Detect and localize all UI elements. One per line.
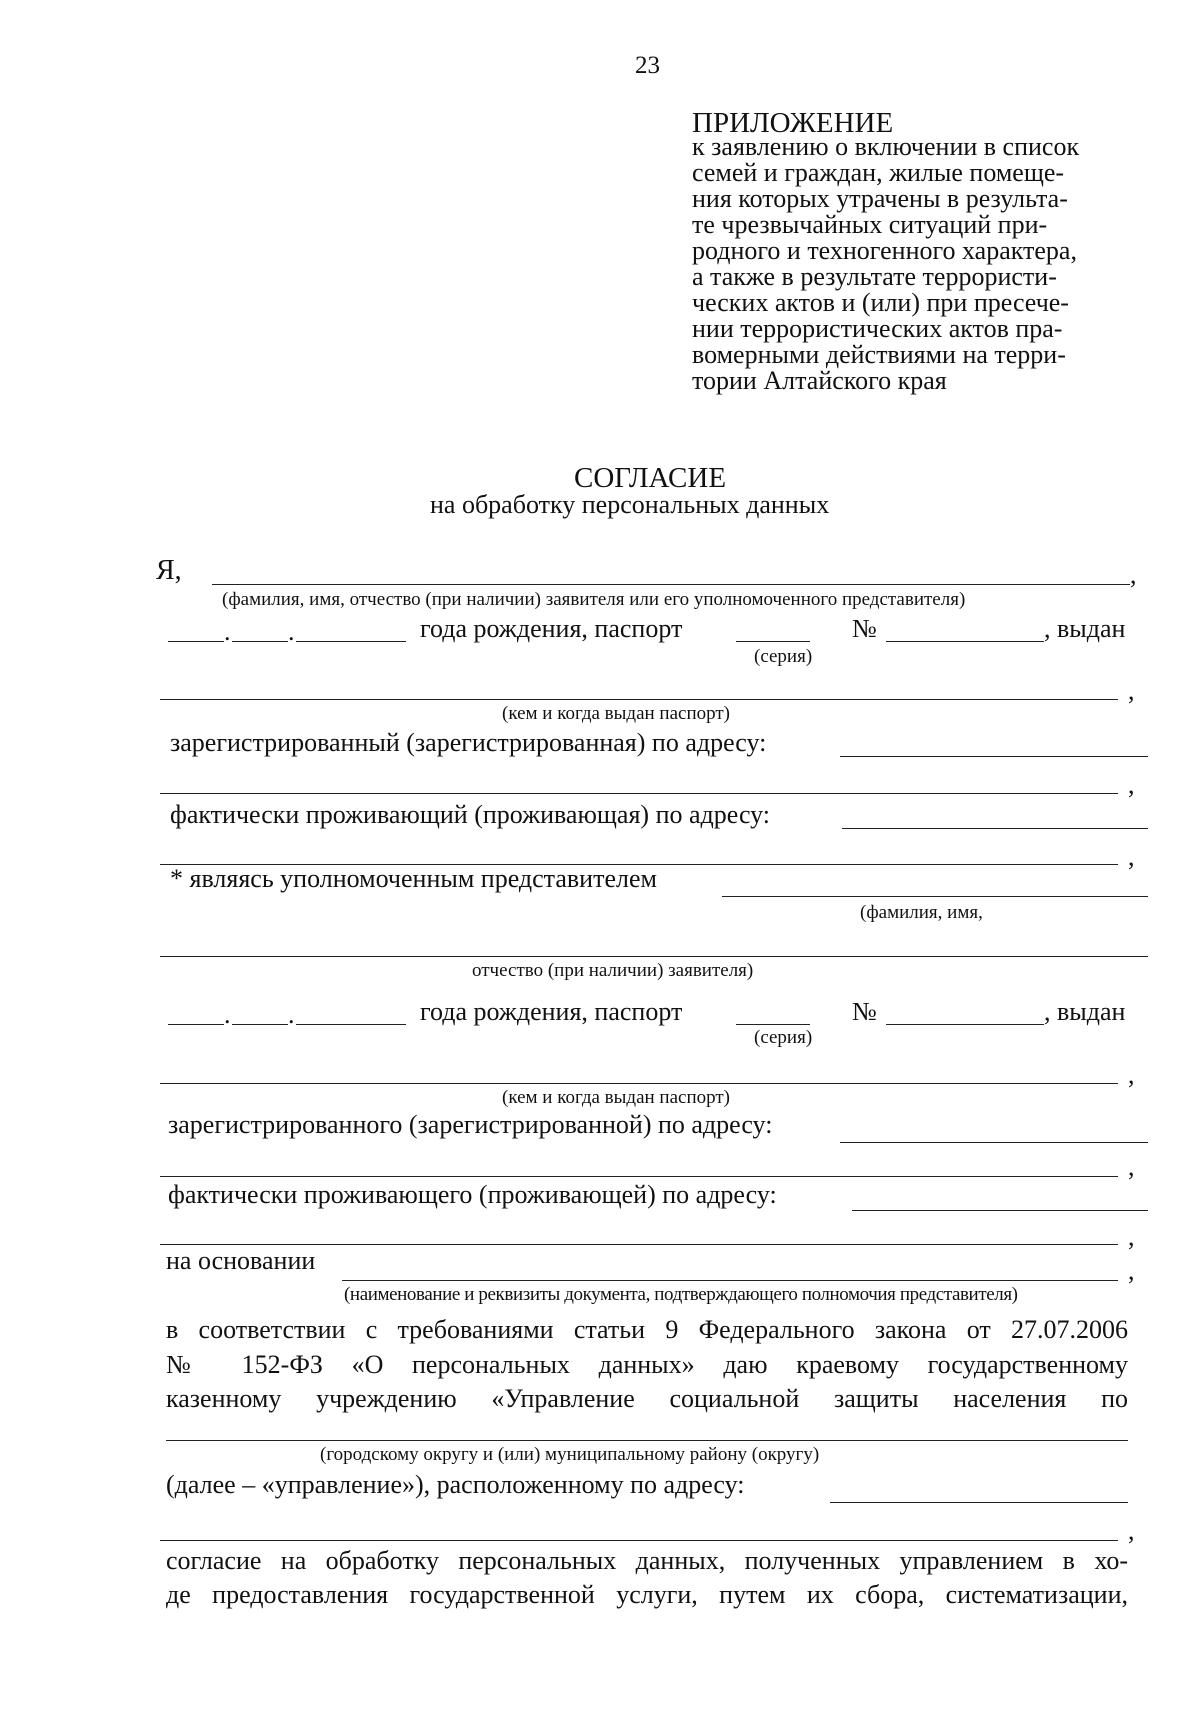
registered-address-field-2[interactable]: [160, 793, 1118, 794]
representative-name-field-2[interactable]: [160, 956, 1148, 957]
date-dot: .: [288, 1000, 295, 1029]
rep-birth-month-field[interactable]: [232, 1024, 288, 1025]
passport-issuer-field[interactable]: [160, 699, 1118, 700]
appendix-line: к заявлению о включении в список: [692, 132, 1080, 161]
appendix-line: тории Алтайского края: [692, 366, 947, 395]
appendix-line: нии террористических актов пра-: [692, 314, 1063, 343]
birth-month-field[interactable]: [232, 641, 288, 642]
actual2-address-field-2[interactable]: [160, 1244, 1118, 1245]
district-field[interactable]: [166, 1440, 1128, 1441]
office-address-field[interactable]: [830, 1502, 1128, 1503]
final-line: де предоставления государственной услуги, путем их сбора, систематизации,: [166, 1580, 1128, 1609]
rep-passport-issuer-hint: (кем и когда выдан паспорт): [502, 1087, 731, 1108]
appendix-line: те чрезвычайных ситуаций при-: [692, 210, 1048, 239]
page-number: 23: [635, 52, 660, 79]
registered2-address-field[interactable]: [840, 1142, 1148, 1143]
appendix-text: [692, 134, 1130, 394]
date-dot: .: [224, 1000, 231, 1029]
issued-label: , выдан: [1044, 997, 1126, 1026]
district-hint: (городскому округу и (или) муниципальному району (округу): [320, 1444, 820, 1465]
consent-title: СОГЛАСИЕ: [574, 462, 727, 494]
representative-name-field[interactable]: [722, 896, 1148, 897]
rep-passport-issuer-field[interactable]: [160, 1083, 1118, 1084]
comma: ,: [1128, 1060, 1135, 1089]
rep-passport-series-field[interactable]: [736, 1024, 810, 1025]
rep-name-hint: (фамилия, имя,: [860, 902, 983, 923]
appendix-line: вомерными действиями на терри-: [692, 340, 1066, 369]
office-address-label: (далее – «управление»), расположенному по адресу:: [166, 1470, 745, 1499]
birth-year-field[interactable]: [296, 641, 406, 642]
birth-label: года рождения, паспорт: [420, 614, 683, 643]
date-dot: .: [288, 617, 295, 646]
series-hint: (серия): [754, 646, 813, 667]
number-sign: №: [852, 997, 877, 1026]
issued-label: , выдан: [1044, 614, 1126, 643]
comma: ,: [1128, 1222, 1135, 1251]
appendix-line: родного и техногенного характера,: [692, 236, 1077, 265]
registered2-address-field-2[interactable]: [160, 1176, 1118, 1177]
rep-patronymic-hint: отчество (при наличии) заявителя): [472, 960, 754, 981]
appendix-line: ния которых утрачены в результа-: [692, 184, 1068, 213]
rep-passport-number-field[interactable]: [886, 1024, 1044, 1025]
comma: ,: [1128, 1152, 1135, 1181]
birth-day-field[interactable]: [168, 641, 224, 642]
date-dot: .: [224, 617, 231, 646]
paragraph-line: № 152-ФЗ «О персональных данных» даю краевому государственному: [166, 1350, 1128, 1379]
comma: ,: [1128, 676, 1135, 705]
series-hint: (серия): [754, 1027, 813, 1048]
appendix-line: а также в результате террористи-: [692, 262, 1057, 291]
registered2-label: зарегистрированного (зарегистрированной) по адресу:: [168, 1110, 773, 1139]
basis-hint: (наименование и реквизиты документа, подтверждающего полномочия представителя): [344, 1284, 1018, 1305]
comma: ,: [1128, 842, 1135, 871]
paragraph-line: казенному учреждению «Управление социальной защиты населения по: [166, 1384, 1128, 1413]
rep-birth-year-field[interactable]: [296, 1024, 406, 1025]
comma: ,: [1128, 770, 1135, 799]
passport-number-field[interactable]: [886, 641, 1044, 642]
comma: ,: [1128, 1516, 1135, 1545]
passport-series-field[interactable]: [736, 641, 810, 642]
actual2-label: фактически проживающего (проживающей) по адресу:: [168, 1180, 777, 1209]
actual-address-field[interactable]: [842, 828, 1148, 829]
comma: ,: [1128, 1256, 1135, 1285]
appendix-line: ческих актов и (или) при пресече-: [692, 288, 1069, 317]
fio-field[interactable]: [212, 584, 1130, 585]
ya-label: Я,: [156, 555, 182, 586]
number-sign: №: [852, 614, 877, 643]
passport-issuer-hint: (кем и когда выдан паспорт): [502, 703, 731, 724]
appendix-title: ПРИЛОЖЕНИЕ: [692, 107, 894, 139]
basis-field[interactable]: [342, 1280, 1118, 1281]
actual2-address-field[interactable]: [852, 1210, 1148, 1211]
paragraph-line: в соответствии с требованиями статьи 9 Федерального закона от 27.07.2006: [166, 1315, 1128, 1344]
office-address-field-2[interactable]: [160, 1540, 1118, 1541]
rep-birth-label: года рождения, паспорт: [420, 997, 683, 1026]
representative-label: * являясь уполномоченным представителем: [170, 864, 657, 893]
registered-label: зарегистрированный (зарегистрированная) по адресу:: [170, 728, 767, 757]
comma: ,: [1130, 560, 1137, 589]
fio-hint: (фамилия, имя, отчество (при наличии) заявителя или его уполномоченного представителя): [222, 589, 966, 610]
final-line: согласие на обработку персональных данных, полученных управлением в хо-: [166, 1546, 1128, 1575]
appendix-line: семей и граждан, жилые помеще-: [692, 158, 1065, 187]
rep-birth-day-field[interactable]: [168, 1024, 224, 1025]
actual-address-label: фактически проживающий (проживающая) по адресу:: [170, 800, 771, 829]
basis-label: на основании: [166, 1246, 316, 1275]
consent-subtitle: на обработку персональных данных: [430, 490, 830, 519]
registered-address-field[interactable]: [840, 756, 1148, 757]
